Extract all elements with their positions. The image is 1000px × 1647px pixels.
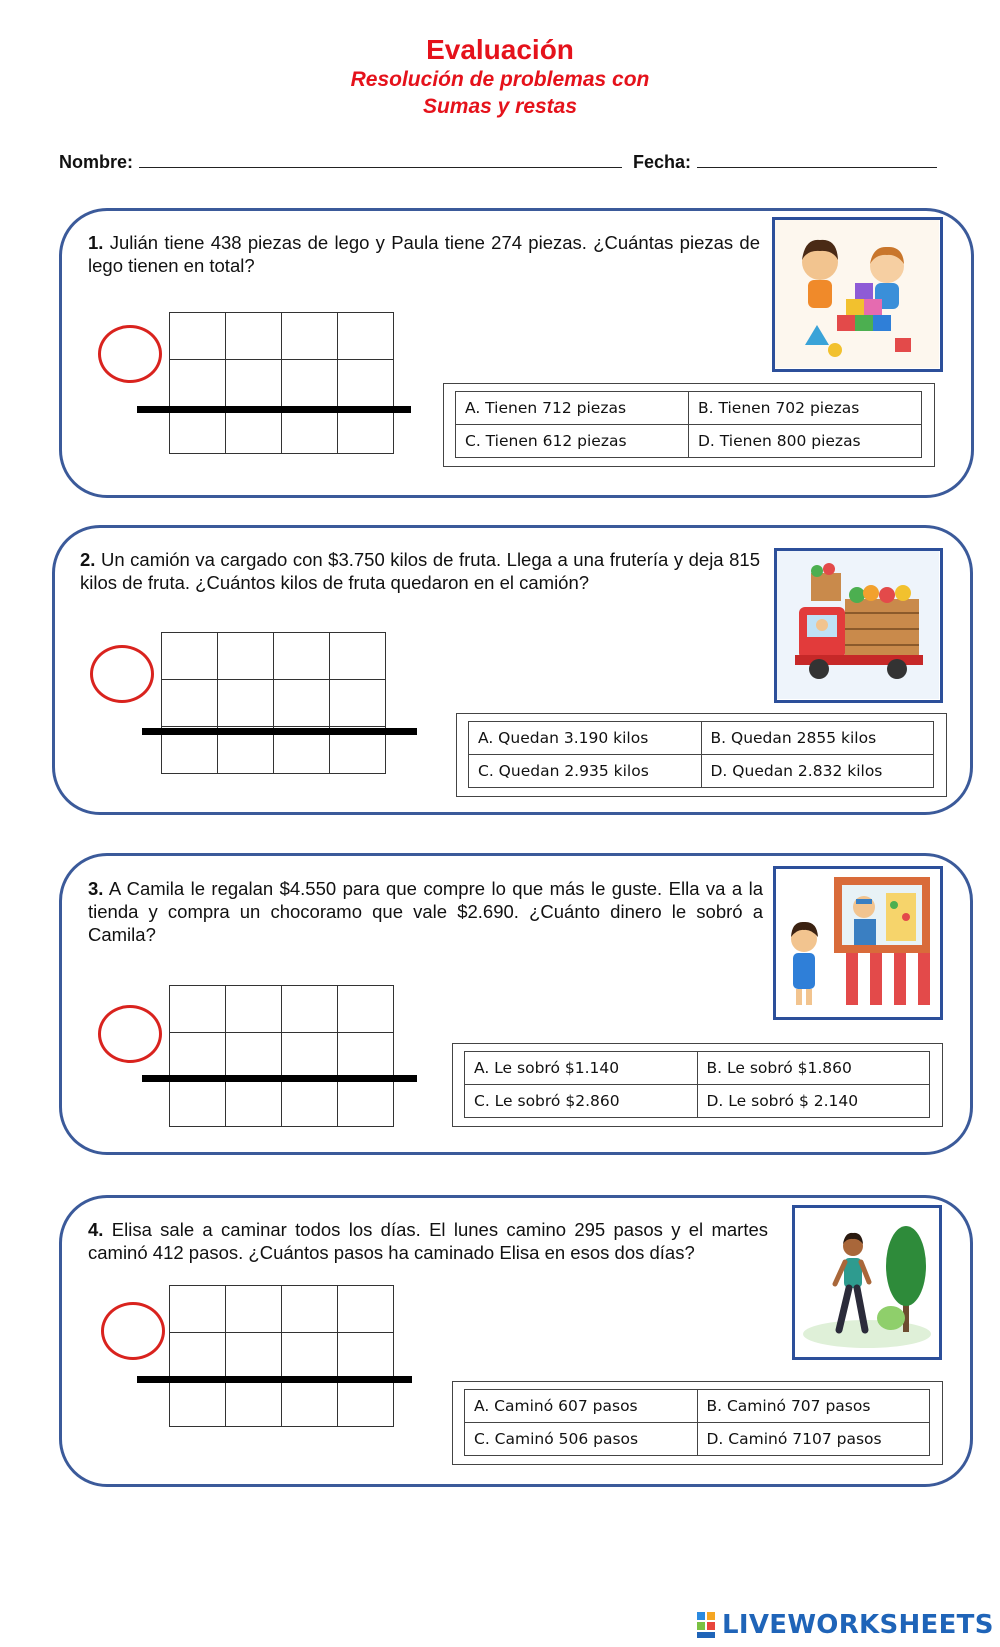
question-1-option-c[interactable]: C. Tienen 612 piezas bbox=[456, 425, 689, 458]
question-4-image bbox=[792, 1205, 942, 1360]
liveworksheets-logo-icon bbox=[697, 1612, 717, 1638]
question-2-option-a[interactable]: A. Quedan 3.190 kilos bbox=[469, 722, 702, 755]
question-1-option-a[interactable]: A. Tienen 712 piezas bbox=[456, 392, 689, 425]
question-4-body: Elisa sale a caminar todos los días. El lunes camino 295 pasos y el martes caminó 412 pasos. ¿Cuántos pasos ha caminado Elisa en esos dos días? bbox=[88, 1219, 769, 1263]
question-2-option-d[interactable]: D. Quedan 2.832 kilos bbox=[701, 755, 934, 788]
fecha-label: Fecha: bbox=[633, 152, 692, 172]
question-2-body: Un camión va cargado con $3.750 kilos de fruta. Llega a una frutería y deja 815 kilos de fruta. ¿Cuántos kilos de fruta quedaron en el camión? bbox=[80, 549, 761, 593]
fecha-field[interactable] bbox=[697, 152, 937, 168]
question-1-text bbox=[88, 231, 760, 277]
question-3-option-b[interactable]: B. Le sobró $1.860 bbox=[697, 1052, 930, 1085]
name-date-row bbox=[59, 152, 937, 173]
question-4-option-a[interactable]: A. Caminó 607 pasos bbox=[465, 1390, 698, 1423]
question-4-answer-circle[interactable] bbox=[101, 1302, 165, 1360]
question-3-operation-line bbox=[142, 1075, 417, 1082]
question-1-image bbox=[772, 217, 943, 372]
question-3-option-c[interactable]: C. Le sobró $2.860 bbox=[465, 1085, 698, 1118]
question-4-work-grid[interactable] bbox=[169, 1285, 394, 1427]
question-4-option-d[interactable]: D. Caminó 7107 pasos bbox=[697, 1423, 930, 1456]
question-2-text bbox=[80, 548, 760, 594]
question-2-option-c[interactable]: C. Quedan 2.935 kilos bbox=[469, 755, 702, 788]
question-2-answer-circle[interactable] bbox=[90, 645, 154, 703]
question-3-answer-circle[interactable] bbox=[98, 1005, 162, 1063]
question-4-number: 4. bbox=[88, 1219, 104, 1240]
worksheet-title: Evaluación bbox=[426, 34, 574, 65]
question-1-operation-line bbox=[137, 406, 411, 413]
question-1-option-d[interactable]: D. Tienen 800 piezas bbox=[689, 425, 922, 458]
question-2-number: 2. bbox=[80, 549, 96, 570]
question-2-image bbox=[774, 548, 943, 703]
worksheet-subtitle-line1: Resolución de problemas con bbox=[350, 68, 650, 91]
question-1-options bbox=[443, 383, 935, 467]
question-1-work-grid[interactable] bbox=[169, 312, 394, 454]
question-2-option-b[interactable]: B. Quedan 2855 kilos bbox=[701, 722, 934, 755]
question-4-operation-line bbox=[137, 1376, 412, 1383]
nombre-field[interactable] bbox=[139, 152, 622, 168]
question-2-options bbox=[456, 713, 947, 797]
worksheet-subtitle-line2: Sumas y restas bbox=[422, 95, 578, 118]
question-2-operation-line bbox=[142, 728, 417, 735]
question-1-body: Julián tiene 438 piezas de lego y Paula tiene 274 piezas. ¿Cuántas piezas de lego tienen en total? bbox=[88, 232, 760, 276]
question-4-option-c[interactable]: C. Caminó 506 pasos bbox=[465, 1423, 698, 1456]
question-3-image bbox=[773, 866, 943, 1020]
question-3-number: 3. bbox=[88, 878, 104, 899]
liveworksheets-brand: LIVEWORKSHEETS bbox=[722, 1610, 994, 1640]
nombre-label: Nombre: bbox=[59, 152, 134, 172]
question-3-option-a[interactable]: A. Le sobró $1.140 bbox=[465, 1052, 698, 1085]
question-4-text bbox=[88, 1218, 768, 1264]
question-1-answer-circle[interactable] bbox=[98, 325, 162, 383]
question-1-option-b[interactable]: B. Tienen 702 piezas bbox=[689, 392, 922, 425]
question-3-body: A Camila le regalan $4.550 para que compre lo que más le guste. Ella va a la tienda y compra un chocoramo que vale $2.690. ¿Cuánto dinero le sobró a Camila? bbox=[88, 878, 763, 945]
question-4-option-b[interactable]: B. Caminó 707 pasos bbox=[697, 1390, 930, 1423]
question-3-options bbox=[452, 1043, 943, 1127]
question-2-work-grid[interactable] bbox=[161, 632, 386, 774]
question-4-options bbox=[452, 1381, 943, 1465]
question-3-option-d[interactable]: D. Le sobró $ 2.140 bbox=[697, 1085, 930, 1118]
question-3-text bbox=[88, 877, 763, 946]
question-1-number: 1. bbox=[88, 232, 104, 253]
question-3-work-grid[interactable] bbox=[169, 985, 394, 1127]
